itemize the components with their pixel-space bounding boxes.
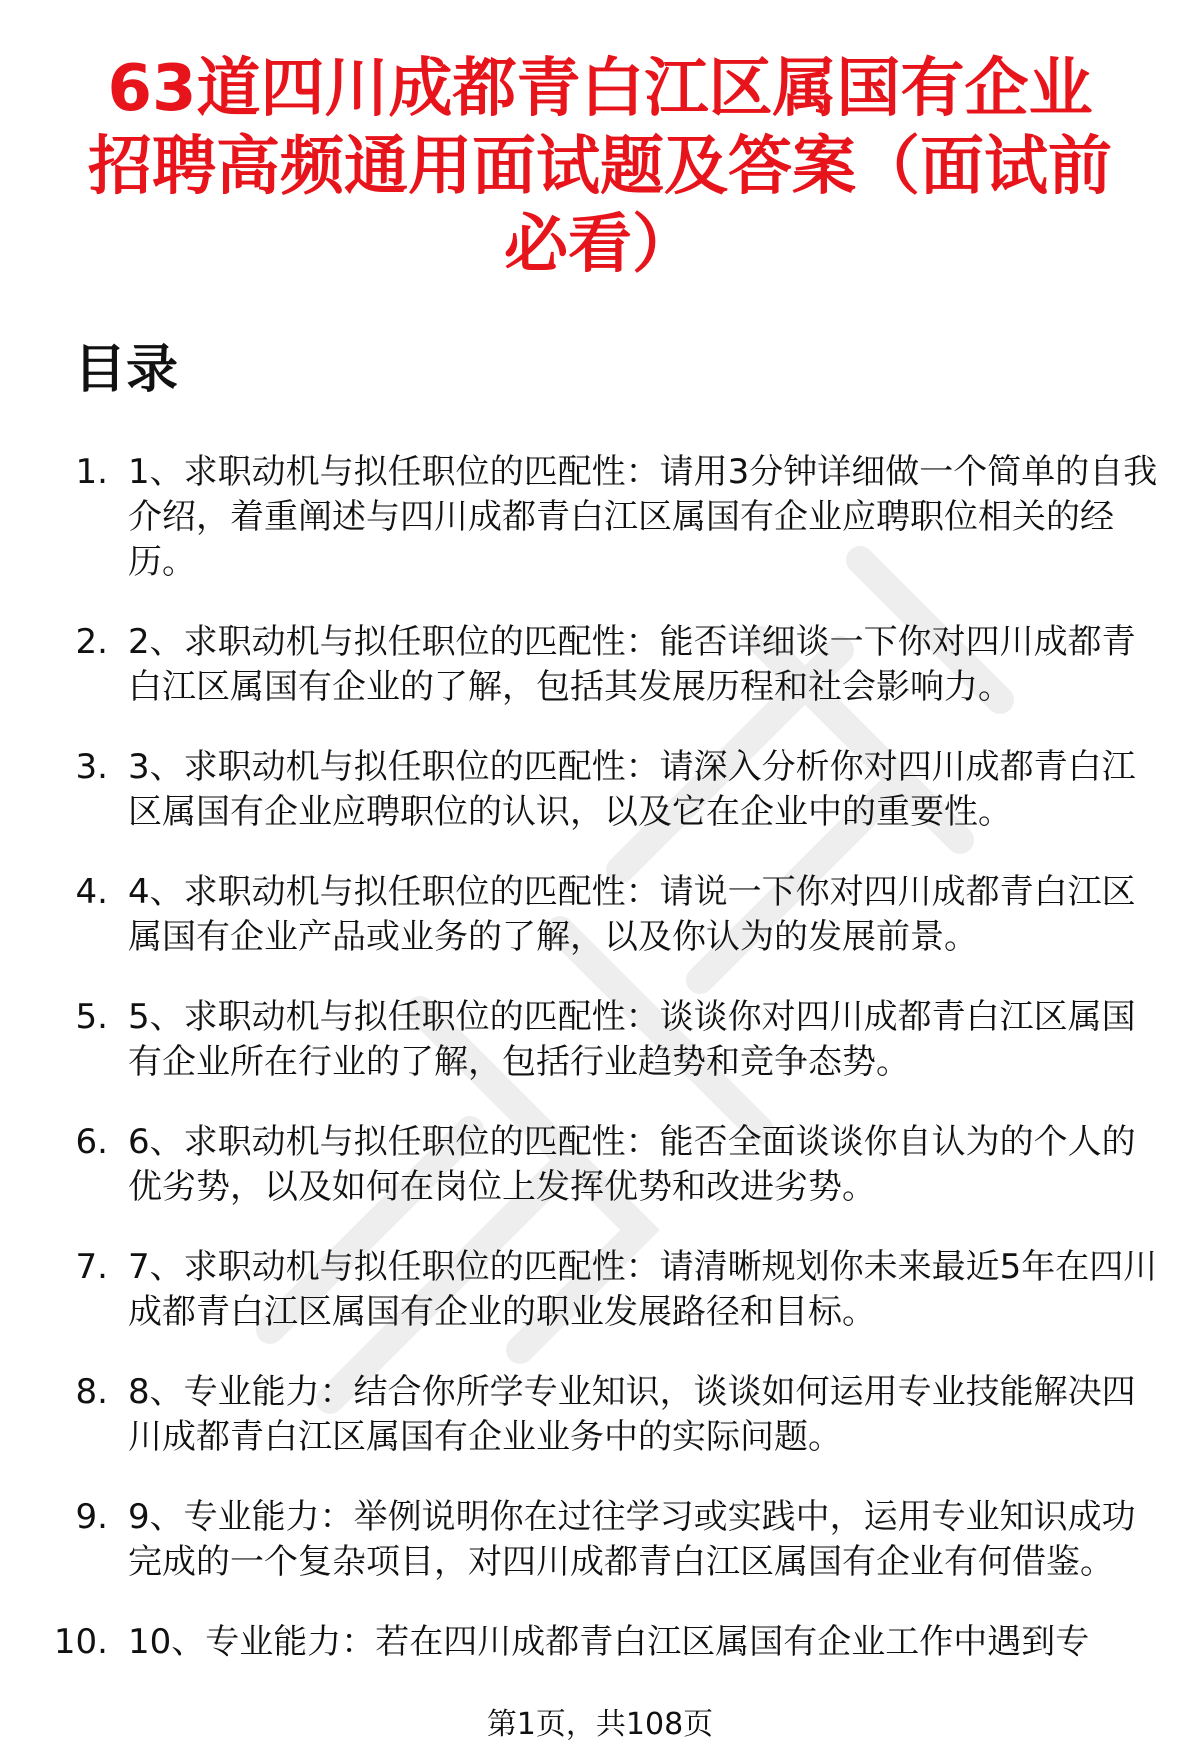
toc-item-number: 5. [75, 997, 108, 1037]
toc-item-number: 3. [75, 747, 108, 787]
toc-item-text[interactable]: 7、求职动机与拟任职位的匹配性：请清晰规划你未来最近5年在四川成都青白江区属国有企业的职业发展路径和目标。 [128, 1247, 1158, 1332]
toc-item-number: 7. [75, 1247, 108, 1287]
toc-item-number: 2. [75, 622, 108, 662]
toc-item-number: 8. [75, 1372, 108, 1412]
toc-item-number: 9. [75, 1497, 108, 1537]
toc-item[interactable] [0, 1620, 1200, 1665]
toc-item[interactable] [0, 745, 1200, 835]
toc-item[interactable] [0, 1370, 1200, 1460]
toc-item[interactable] [0, 620, 1200, 710]
toc-item-text[interactable]: 10、专业能力：若在四川成都青白江区属国有企业工作中遇到专 [128, 1622, 1090, 1662]
toc-item[interactable] [0, 995, 1200, 1085]
toc-item-text[interactable]: 6、求职动机与拟任职位的匹配性：能否全面谈谈你自认为的个人的优劣势，以及如何在岗位上发挥优势和改进劣势。 [128, 1122, 1136, 1207]
toc-item[interactable] [0, 1120, 1200, 1210]
toc-item-text[interactable]: 3、求职动机与拟任职位的匹配性：请深入分析你对四川成都青白江区属国有企业应聘职位的认识，以及它在企业中的重要性。 [128, 747, 1136, 832]
toc-item-number: 4. [75, 872, 108, 912]
toc-item-text[interactable]: 4、求职动机与拟任职位的匹配性：请说一下你对四川成都青白江区属国有企业产品或业务的了解，以及你认为的发展前景。 [128, 872, 1136, 957]
toc-list [0, 450, 1200, 1700]
page-footer: 第1页，共108页 [486, 1707, 714, 1742]
toc-item-text[interactable]: 8、专业能力：结合你所学专业知识，谈谈如何运用专业技能解决四川成都青白江区属国有企业业务中的实际问题。 [128, 1372, 1136, 1457]
document-title: 63道四川成都青白江区属国有企业招聘高频通用面试题及答案（面试前必看） [88, 52, 1112, 282]
toc-item-text[interactable]: 5、求职动机与拟任职位的匹配性：谈谈你对四川成都青白江区属国有企业所在行业的了解，包括行业趋势和竞争态势。 [128, 997, 1136, 1082]
toc-item[interactable] [0, 870, 1200, 960]
toc-item[interactable] [0, 450, 1200, 585]
toc-item[interactable] [0, 1495, 1200, 1585]
toc-item-text[interactable]: 1、求职动机与拟任职位的匹配性：请用3分钟详细做一个简单的自我介绍，着重阐述与四川成都青白江区属国有企业应聘职位相关的经历。 [128, 452, 1158, 582]
toc-item-text[interactable]: 2、求职动机与拟任职位的匹配性：能否详细谈一下你对四川成都青白江区属国有企业的了解，包括其发展历程和社会影响力。 [128, 622, 1136, 707]
toc-item-number: 1. [75, 452, 108, 492]
toc-heading: 目录 [74, 340, 179, 400]
toc-item-text[interactable]: 9、专业能力：举例说明你在过往学习或实践中，运用专业知识成功完成的一个复杂项目，对四川成都青白江区属国有企业有何借鉴。 [128, 1497, 1136, 1582]
toc-item[interactable] [0, 1245, 1200, 1335]
toc-item-number: 6. [75, 1122, 108, 1162]
toc-item-number: 10. [53, 1622, 108, 1662]
